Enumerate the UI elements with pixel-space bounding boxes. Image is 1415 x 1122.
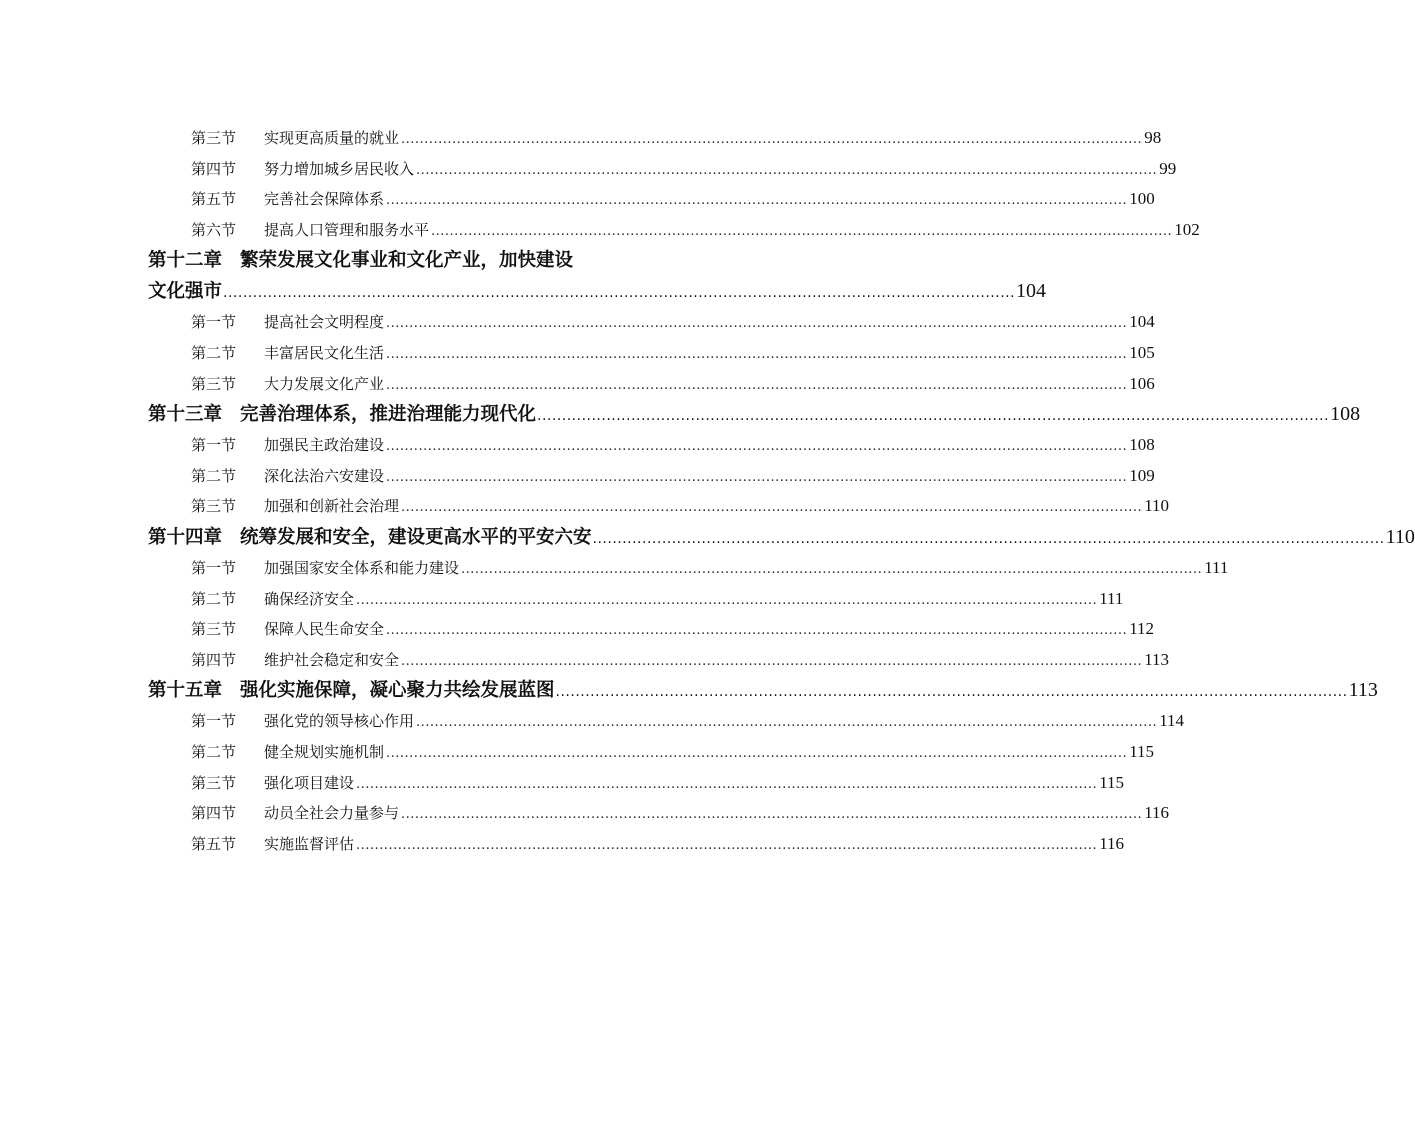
section-number: 第六节	[191, 220, 237, 239]
toc-section-entry[interactable]	[148, 553, 1229, 584]
page-number: 113	[1144, 649, 1170, 669]
toc-chapter-entry[interactable]	[148, 245, 660, 276]
section-title: 提高人口管理和服务水平	[264, 220, 430, 239]
toc-chapter-entry[interactable]	[148, 522, 1415, 553]
section-number: 第三节	[191, 374, 237, 393]
section-number: 第三节	[191, 129, 237, 147]
section-title: 确保经济安全	[264, 589, 355, 608]
section-title: 加强国家安全体系和能力建设	[264, 558, 460, 577]
toc-section-entry[interactable]	[148, 461, 1155, 492]
dot-leader: ................................................................................................................................................................	[592, 530, 1385, 547]
chapter-number: 第十五章	[148, 680, 223, 702]
toc-section-entry[interactable]	[148, 706, 1185, 737]
dot-leader: ................................................................................................................................................................	[386, 623, 1128, 639]
page-number: 106	[1129, 373, 1155, 393]
section-number: 第四节	[191, 159, 237, 178]
page-number: 104	[1016, 280, 1047, 303]
table-of-contents	[148, 123, 1415, 859]
dot-leader: ................................................................................................................................................................	[431, 223, 1173, 239]
toc-section-entry[interactable]	[148, 184, 1155, 215]
section-title: 强化党的领导核心作用	[264, 712, 415, 731]
section-number: 第一节	[191, 436, 237, 455]
section-title: 努力增加城乡居民收入	[264, 159, 415, 178]
dot-leader: ................................................................................................................................................................	[386, 346, 1128, 362]
dot-leader: ................................................................................................................................................................	[555, 684, 1348, 701]
section-title: 动员全社会力量参与	[264, 804, 400, 823]
page-number: 113	[1348, 679, 1378, 702]
section-number: 第三节	[191, 620, 237, 639]
dot-leader: ................................................................................................................................................................	[356, 837, 1098, 853]
chapter-title: 完善治理体系，推进治理能力现代化	[240, 404, 537, 426]
section-title: 保障人民生命安全	[264, 620, 385, 639]
dot-leader: ................................................................................................................................................................	[386, 377, 1128, 393]
chapter-title: 统筹发展和安全，建设更高水平的平安六安	[240, 526, 592, 548]
dot-leader: ................................................................................................................................................................	[401, 132, 1143, 147]
section-title: 维护社会稳定和安全	[264, 650, 400, 669]
page-number: 109	[1129, 465, 1155, 485]
dot-leader: ................................................................................................................................................................	[401, 807, 1143, 823]
toc-section-entry[interactable]	[148, 430, 1155, 461]
section-number: 第四节	[191, 650, 237, 669]
page-number: 111	[1099, 588, 1124, 608]
dot-leader: ................................................................................................................................................................	[401, 500, 1143, 516]
section-title: 加强民主政治建设	[264, 436, 385, 455]
toc-chapter-entry[interactable]	[148, 675, 1378, 706]
page-number: 108	[1129, 435, 1155, 455]
section-number: 第三节	[191, 497, 237, 516]
dot-leader: ................................................................................................................................................................	[401, 653, 1143, 669]
toc-section-entry[interactable]	[148, 584, 1124, 615]
section-number: 第一节	[191, 712, 237, 731]
section-title: 加强和创新社会治理	[264, 497, 400, 516]
toc-section-entry[interactable]	[148, 215, 1200, 246]
dot-leader: ................................................................................................................................................................	[386, 745, 1128, 761]
dot-leader: ................................................................................................................................................................	[356, 776, 1098, 792]
section-title: 丰富居民文化生活	[264, 343, 385, 362]
toc-section-entry[interactable]	[148, 369, 1155, 400]
page-number: 102	[1174, 219, 1200, 239]
page-number: 115	[1099, 772, 1125, 792]
section-title: 大力发展文化产业	[264, 374, 385, 393]
page-number: 100	[1129, 189, 1155, 209]
page-number: 114	[1159, 711, 1185, 731]
page-number: 116	[1099, 833, 1125, 853]
toc-section-entry[interactable]	[148, 737, 1155, 768]
section-title: 实施监督评估	[264, 834, 355, 853]
section-number: 第三节	[191, 773, 237, 792]
page-number: 112	[1129, 619, 1155, 639]
toc-section-entry[interactable]	[148, 768, 1125, 799]
section-number: 第二节	[191, 343, 237, 362]
page-number: 110	[1144, 496, 1170, 516]
dot-leader: ................................................................................................................................................................	[386, 316, 1128, 332]
toc-section-entry[interactable]	[148, 154, 1177, 185]
dot-leader: ................................................................................................................................................................	[386, 193, 1128, 209]
chapter-number: 第十四章	[148, 526, 223, 548]
page-number: 108	[1330, 403, 1361, 426]
section-title: 完善社会保障体系	[264, 190, 385, 209]
chapter-number: 第十二章	[148, 250, 223, 272]
toc-section-entry[interactable]	[148, 338, 1155, 369]
chapter-title: 繁荣发展文化事业和文化产业，加快建设	[240, 250, 574, 272]
section-number: 第二节	[191, 742, 237, 761]
toc-chapter-entry[interactable]	[148, 399, 1361, 430]
dot-leader: ................................................................................................................................................................	[386, 439, 1128, 455]
page-number: 105	[1129, 342, 1155, 362]
dot-leader: ................................................................................................................................................................	[416, 715, 1158, 731]
chapter-title: 强化实施保障，凝心聚力共绘发展蓝图	[240, 680, 555, 702]
toc-section-entry[interactable]	[148, 491, 1170, 522]
page-number: 115	[1129, 741, 1155, 761]
chapter-title-continued: 文化强市	[148, 281, 223, 303]
toc-section-entry[interactable]	[148, 829, 1125, 860]
toc-section-entry[interactable]	[148, 645, 1170, 676]
dot-leader: ................................................................................................................................................................	[356, 592, 1098, 608]
dot-leader: ................................................................................................................................................................	[386, 469, 1128, 485]
section-title: 提高社会文明程度	[264, 313, 385, 332]
page-number: 99	[1159, 158, 1177, 178]
dot-leader: ................................................................................................................................................................	[537, 408, 1330, 425]
section-number: 第一节	[191, 558, 237, 577]
section-number: 第一节	[191, 313, 237, 332]
section-number: 第五节	[191, 834, 237, 853]
section-title: 强化项目建设	[264, 773, 355, 792]
page-number: 116	[1144, 803, 1170, 823]
page-number: 98	[1144, 128, 1162, 147]
section-title: 健全规划实施机制	[264, 742, 385, 761]
chapter-number: 第十三章	[148, 404, 223, 426]
section-number: 第四节	[191, 804, 237, 823]
page-number: 111	[1204, 557, 1229, 577]
page-number: 110	[1385, 525, 1415, 548]
toc-section-entry[interactable]	[148, 123, 1162, 154]
page-number: 104	[1129, 312, 1155, 332]
section-number: 第二节	[191, 589, 237, 608]
section-title: 深化法治六安建设	[264, 466, 385, 485]
dot-leader: ................................................................................................................................................................	[223, 285, 1016, 302]
toc-chapter-entry-continued[interactable]	[148, 276, 1047, 307]
section-number: 第五节	[191, 190, 237, 209]
toc-section-entry[interactable]	[148, 307, 1155, 338]
section-title: 实现更高质量的就业	[264, 129, 400, 147]
section-number: 第二节	[191, 466, 237, 485]
dot-leader: ................................................................................................................................................................	[461, 561, 1203, 577]
dot-leader: ................................................................................................................................................................	[416, 162, 1158, 178]
toc-section-entry[interactable]	[148, 614, 1155, 645]
toc-section-entry[interactable]	[148, 798, 1170, 829]
